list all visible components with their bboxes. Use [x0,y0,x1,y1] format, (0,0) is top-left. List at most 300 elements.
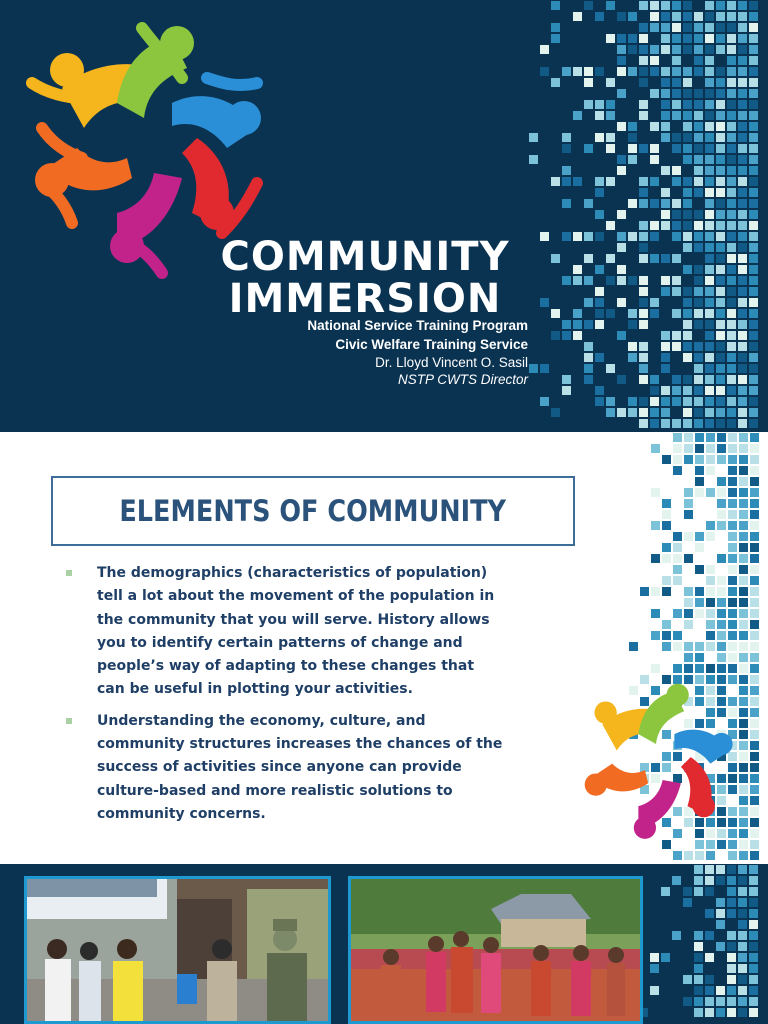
mosaic-tile [717,653,726,662]
mosaic-tile [717,444,726,453]
mosaic-tile [694,287,703,296]
mosaic-tile [694,243,703,252]
mosaic-tile [706,565,715,574]
mosaic-tile [716,419,725,428]
mosaic-tile [727,975,736,984]
mosaic-tile [739,609,748,618]
mosaic-tile [595,320,604,329]
mosaic-tile [661,12,670,21]
mosaic-tile [749,876,758,885]
mosaic-tile [738,931,747,940]
mosaic-tile [716,199,725,208]
mosaic-tile [728,609,737,618]
mosaic-tile [595,353,604,362]
mosaic-tile [749,243,758,252]
mosaic-tile [595,386,604,395]
mosaic-tile [661,188,670,197]
mosaic-tile [749,199,758,208]
mosaic-tile [606,254,615,263]
mosaic-tile [529,155,538,164]
mosaic-tile [694,975,703,984]
mosaic-tile [716,353,725,362]
mosaic-tile [573,67,582,76]
mosaic-tile [694,232,703,241]
mosaic-tile [650,386,659,395]
mosaic-tile [661,342,670,351]
mosaic-tile [738,386,747,395]
mosaic-tile [706,532,715,541]
mosaic-tile [738,331,747,340]
mosaic-tile [672,111,681,120]
mosaic-tile [749,320,758,329]
mosaic-tile [684,587,693,596]
mosaic-tile [749,67,758,76]
mosaic-tile [695,477,704,486]
mosaic-tile [717,499,726,508]
mosaic-tile [739,851,748,860]
mosaic-tile [650,221,659,230]
mosaic-tile [727,111,736,120]
mosaic-tile [683,975,692,984]
mosaic-tile [727,931,736,940]
mosaic-tile [672,221,681,230]
mosaic-tile [617,56,626,65]
mosaic-tile [628,276,637,285]
mosaic-tile [661,408,670,417]
mosaic-tile [727,287,736,296]
mosaic-tile [639,375,648,384]
mosaic-tile [739,510,748,519]
mosaic-tile [738,342,747,351]
mosaic-tile [551,78,560,87]
mosaic-tile [672,199,681,208]
mosaic-tile [749,975,758,984]
mosaic-tile [573,111,582,120]
mosaic-tile [650,298,659,307]
mosaic-tile [705,265,714,274]
mosaic-tile [705,298,714,307]
mosaic-tile [651,444,660,453]
mosaic-tile [727,100,736,109]
mosaic-tile [683,419,692,428]
mosaic-tile [694,309,703,318]
mosaic-tile [728,598,737,607]
mosaic-tile [749,386,758,395]
mosaic-tile [650,397,659,406]
director-title: NSTP CWTS Director [397,372,528,387]
mosaic-tile [661,199,670,208]
mosaic-tile [750,455,759,464]
mosaic-tile [661,221,670,230]
mosaic-tile [684,444,693,453]
mosaic-tile [738,942,747,951]
mosaic-tile [694,386,703,395]
mosaic-tile [739,433,748,442]
mosaic-tile [661,887,670,896]
mosaic-tile [650,67,659,76]
street-scene-illustration [27,879,328,1021]
mosaic-tile [639,342,648,351]
mosaic-tile [716,320,725,329]
mosaic-tile [727,309,736,318]
mosaic-tile [684,510,693,519]
mosaic-tile [672,133,681,142]
mosaic-tile [695,598,704,607]
mosaic-tile [573,177,582,186]
mosaic-tile [705,276,714,285]
mosaic-tile [661,67,670,76]
bullet-list [66,562,506,834]
mosaic-tile [739,598,748,607]
mosaic-tile [749,364,758,373]
mosaic-tile [705,34,714,43]
mosaic-tile [705,309,714,318]
mosaic-tile [694,45,703,54]
mosaic-tile [650,23,659,32]
mosaic-tile [606,408,615,417]
mosaic-tile [706,433,715,442]
mosaic-tile [727,909,736,918]
mosaic-tile [661,353,670,362]
mosaic-tile [728,620,737,629]
mosaic-tile [716,997,725,1006]
mosaic-tile [673,466,682,475]
mosaic-tile [562,166,571,175]
mosaic-tile [650,964,659,973]
mosaic-tile [651,521,660,530]
mosaic-tile [727,876,736,885]
mosaic-tile [727,342,736,351]
mosaic-tile [738,953,747,962]
mosaic-tile [727,133,736,142]
mosaic-tile [694,177,703,186]
mosaic-tile [705,254,714,263]
mosaic-tile [716,397,725,406]
mosaic-tile [738,34,747,43]
mosaic-tile [661,254,670,263]
mosaic-tile [716,34,725,43]
mosaic-tile [639,177,648,186]
mosaic-tile [716,364,725,373]
mosaic-tile [727,865,736,874]
mosaic-tile [706,444,715,453]
mosaic-tile [727,953,736,962]
mosaic-tile [750,631,759,640]
mosaic-tile [728,543,737,552]
mosaic-tile [562,144,571,153]
mosaic-tile [705,166,714,175]
mosaic-tile [749,100,758,109]
pixel-mosaic-decoration [528,0,768,432]
mosaic-tile [683,67,692,76]
mosaic-tile [695,609,704,618]
mosaic-tile [716,188,725,197]
mosaic-tile [728,521,737,530]
mosaic-tile [739,620,748,629]
mosaic-tile [617,243,626,252]
bullet-item-economy [66,710,506,826]
mosaic-tile [749,997,758,1006]
mosaic-tile [749,887,758,896]
mosaic-tile [705,67,714,76]
mosaic-tile [716,89,725,98]
mosaic-tile [683,342,692,351]
mosaic-tile [694,964,703,973]
mosaic-tile [694,342,703,351]
mosaic-tile [705,408,714,417]
mosaic-tile [551,177,560,186]
mosaic-tile [727,45,736,54]
mosaic-tile [716,45,725,54]
mosaic-tile [661,166,670,175]
mosaic-tile [716,865,725,874]
mosaic-tile [728,433,737,442]
mosaic-tile [684,532,693,541]
mosaic-tile [639,221,648,230]
mosaic-tile [639,56,648,65]
mosaic-tile [639,23,648,32]
mosaic-tile [595,232,604,241]
mosaic-tile [584,144,593,153]
slide-elements-of-community [0,432,768,864]
mosaic-tile [595,12,604,21]
mosaic-tile [573,232,582,241]
mosaic-tile [672,1,681,10]
mosaic-tile [738,287,747,296]
mosaic-tile [683,12,692,21]
mosaic-tile [639,144,648,153]
mosaic-tile [738,265,747,274]
mosaic-tile [705,45,714,54]
mosaic-tile [738,100,747,109]
mosaic-tile [705,375,714,384]
mosaic-tile [694,12,703,21]
mosaic-tile [662,554,671,563]
mosaic-tile [628,45,637,54]
mosaic-tile [617,276,626,285]
mosaic-tile [749,419,758,428]
mosaic-tile [705,232,714,241]
mosaic-tile [584,100,593,109]
mosaic-tile [672,166,681,175]
mosaic-tile [628,122,637,131]
mosaic-tile [739,543,748,552]
mosaic-tile [683,34,692,43]
mosaic-tile [716,309,725,318]
mosaic-tile [716,232,725,241]
mosaic-tile [661,276,670,285]
mosaic-tile [716,166,725,175]
mosaic-tile [738,276,747,285]
mosaic-tile [749,122,758,131]
mosaic-tile [694,1008,703,1017]
mosaic-tile [695,532,704,541]
mosaic-tile [716,909,725,918]
mosaic-tile [749,298,758,307]
mosaic-tile [705,931,714,940]
mosaic-tile [672,232,681,241]
mosaic-tile [728,510,737,519]
mosaic-tile [716,67,725,76]
mosaic-tile [739,554,748,563]
mosaic-tile [749,865,758,874]
mosaic-tile [661,953,670,962]
mosaic-tile [749,353,758,362]
mosaic-tile [683,331,692,340]
slide-photo-gallery [0,864,768,1024]
mosaic-tile [672,67,681,76]
mosaic-tile [716,100,725,109]
mosaic-tile [661,23,670,32]
mosaic-tile [672,12,681,21]
mosaic-tile [628,12,637,21]
mosaic-tile [673,851,682,860]
mosaic-tile [738,408,747,417]
mosaic-tile [672,331,681,340]
mosaic-tile [749,56,758,65]
mosaic-tile [683,221,692,230]
mosaic-tile [694,408,703,417]
mosaic-tile [705,331,714,340]
mosaic-tile [606,221,615,230]
mosaic-tile [672,78,681,87]
cultural-dance-photo [348,876,643,1024]
mosaic-tile [672,276,681,285]
mosaic-tile [706,598,715,607]
mosaic-tile [661,397,670,406]
mosaic-tile [727,122,736,131]
mosaic-tile [584,232,593,241]
mosaic-tile [639,67,648,76]
mosaic-tile [717,587,726,596]
mosaic-tile [595,111,604,120]
mosaic-tile [705,386,714,395]
mosaic-tile [749,309,758,318]
mosaic-tile [750,576,759,585]
mosaic-tile [672,876,681,885]
mosaic-tile [695,444,704,453]
mosaic-tile [683,133,692,142]
mosaic-tile [661,45,670,54]
mosaic-tile [705,975,714,984]
mosaic-tile [639,276,648,285]
mosaic-tile [739,477,748,486]
mosaic-tile [562,320,571,329]
mosaic-tile [562,232,571,241]
mosaic-tile [750,466,759,475]
mosaic-tile [738,320,747,329]
mosaic-tile [716,1,725,10]
mosaic-tile [672,177,681,186]
mosaic-tile [650,309,659,318]
mosaic-tile [606,364,615,373]
mosaic-tile [716,221,725,230]
mosaic-tile [683,188,692,197]
mosaic-tile [694,997,703,1006]
mosaic-tile [628,67,637,76]
mosaic-tile [673,609,682,618]
mosaic-tile [595,287,604,296]
mosaic-tile [705,122,714,131]
mosaic-tile [749,986,758,995]
mosaic-tile [628,199,637,208]
mosaic-tile [749,1008,758,1017]
mosaic-tile [562,331,571,340]
mosaic-tile [739,587,748,596]
mosaic-tile [595,177,604,186]
mosaic-tile [738,909,747,918]
mosaic-tile [738,1,747,10]
mosaic-tile [750,554,759,563]
mosaic-tile [705,887,714,896]
mosaic-tile [706,466,715,475]
mosaic-tile [738,210,747,219]
mosaic-tile [694,166,703,175]
mosaic-tile [705,155,714,164]
mosaic-tile [716,265,725,274]
dance-scene-illustration [351,879,640,1021]
mosaic-tile [705,100,714,109]
mosaic-tile [662,499,671,508]
mosaic-tile [694,419,703,428]
mosaic-tile [716,408,725,417]
mosaic-tile [639,232,648,241]
mosaic-tile [650,155,659,164]
mosaic-tile [727,188,736,197]
mosaic-tile [727,23,736,32]
mosaic-tile [584,199,593,208]
bullet-square-icon [66,718,72,724]
mosaic-tile [595,133,604,142]
mosaic-tile [727,265,736,274]
mosaic-tile [694,265,703,274]
mosaic-tile [617,155,626,164]
mosaic-tile [705,876,714,885]
mosaic-tile [672,931,681,940]
mosaic-tile [661,419,670,428]
mosaic-tile [683,386,692,395]
mosaic-tile [694,353,703,362]
mosaic-tile [727,397,736,406]
title-line-immersion: IMMERSION [228,276,502,322]
mosaic-tile [739,653,748,662]
mosaic-tile [694,34,703,43]
mosaic-tile [750,499,759,508]
mosaic-tile [717,488,726,497]
mosaic-tile [683,320,692,329]
mosaic-tile [584,342,593,351]
mosaic-tile [705,23,714,32]
mosaic-tile [738,177,747,186]
mosaic-tile [529,133,538,142]
mosaic-tile [672,34,681,43]
mosaic-tile [573,331,582,340]
mosaic-tile [595,265,604,274]
mosaic-tile [727,144,736,153]
mosaic-tile [727,364,736,373]
mosaic-tile [705,320,714,329]
mosaic-tile [728,631,737,640]
mosaic-tile [728,653,737,662]
mosaic-tile [694,133,703,142]
mosaic-tile [684,433,693,442]
mosaic-tile [717,433,726,442]
mosaic-tile [749,133,758,142]
mosaic-tile [705,210,714,219]
mosaic-tile [639,188,648,197]
mosaic-tile [695,466,704,475]
mosaic-tile [705,111,714,120]
